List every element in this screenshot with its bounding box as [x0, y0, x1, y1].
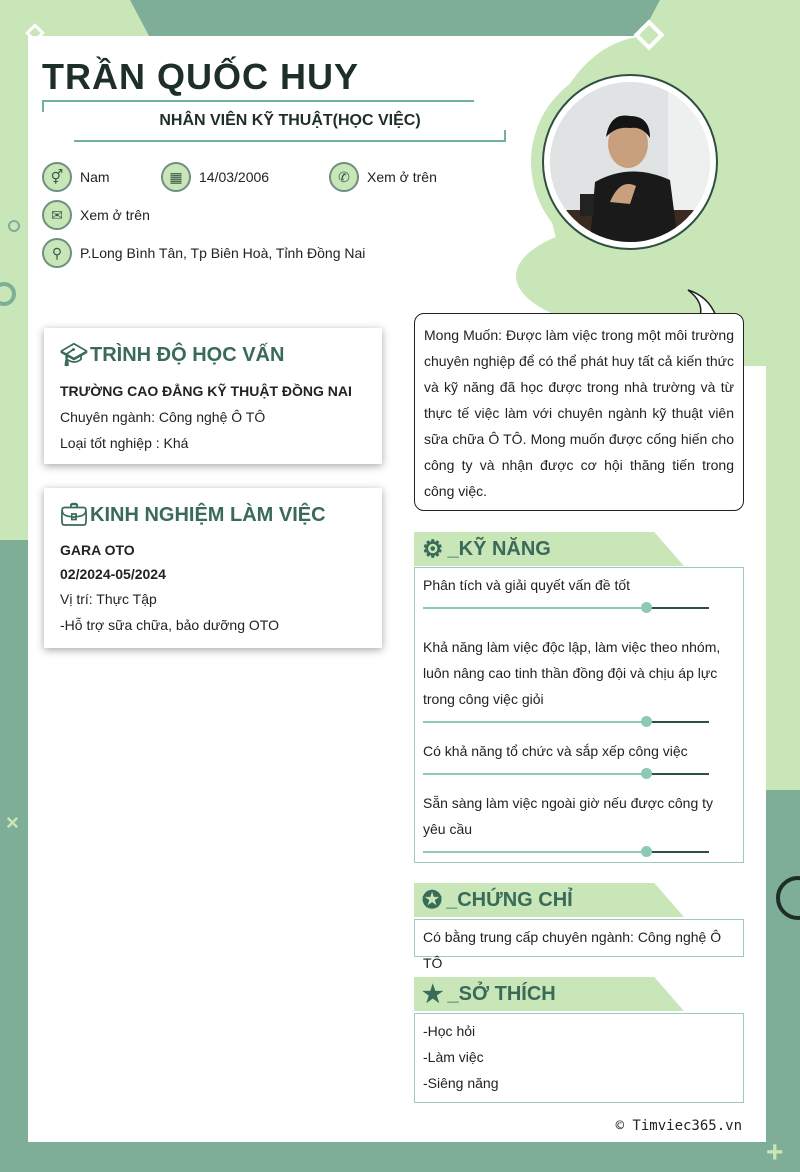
- skill-item: [423, 632, 735, 732]
- gender-icon: ⚥: [42, 162, 72, 192]
- education-title: 🎓︎ TRÌNH ĐỘ HỌC VẤN: [60, 342, 285, 367]
- experience-card: [44, 488, 382, 648]
- gender-value: Nam: [80, 169, 110, 185]
- avatar-photo: [550, 82, 710, 242]
- gear-icon: ⚙: [422, 535, 444, 563]
- education-card: [44, 328, 382, 464]
- company-name: GARA OTO: [60, 542, 135, 558]
- plus-decor: +: [766, 1136, 784, 1169]
- certificate-item: Có bằng trung cấp chuyên ngành: Công nghệ Ô TÔ: [423, 929, 722, 971]
- skill-level-dot: [641, 716, 652, 727]
- skill-level-dot: [641, 602, 652, 613]
- candidate-name: TRẦN QUỐC HUY: [42, 56, 359, 97]
- phone-info: [329, 162, 437, 192]
- career-objective: Mong Muốn: Được làm việc trong một môi trường chuyên nghiệp để có thể phát huy tất cả kiến thức và kỹ năng đã học được trong nhà trường và từ thực tế việc làm với chuyên ngành kỹ thuật viên sữa chữa Ô TÔ. Mong muốn được cống hiến cho công ty và nhận được cơ hội thăng tiến trong công việc.: [414, 313, 744, 511]
- title-line: [74, 130, 506, 142]
- skill-level-dot: [641, 768, 652, 779]
- skill-item: [423, 572, 735, 618]
- work-description: -Hỗ trợ sữa chữa, bảo dưỡng OTO: [60, 617, 279, 633]
- title-line: [42, 100, 474, 112]
- award-ribbon-icon: ✪: [422, 886, 443, 914]
- school-name: TRƯỜNG CAO ĐẲNG KỸ THUẬT ĐỒNG NAI: [60, 383, 352, 399]
- avatar: [542, 74, 718, 250]
- experience-title: 💼︎ KINH NGHIỆM LÀM VIỆC: [60, 502, 326, 527]
- bg-right-band: [766, 790, 800, 1172]
- email-value: Xem ở trên: [80, 207, 150, 223]
- email-icon: ✉: [42, 200, 72, 230]
- skill-label: Sẵn sàng làm việc ngoài giờ nếu được công ty yêu cầu: [423, 795, 714, 837]
- bg-top-band: [130, 0, 660, 40]
- skill-label: Phân tích và giải quyết vấn đề tốt: [423, 577, 631, 593]
- hobby-item: -Siêng năng: [423, 1075, 499, 1091]
- hobby-item: -Làm việc: [423, 1049, 484, 1065]
- address-value: P.Long Bình Tân, Tp Biên Hoà, Tỉnh Đồng Nai: [80, 245, 366, 261]
- phone-icon: ✆: [329, 162, 359, 192]
- grade: Loại tốt nghiệp : Khá: [60, 435, 189, 451]
- dob-value: 14/03/2006: [199, 169, 270, 185]
- gender-info: [42, 162, 110, 192]
- hobbies-header: ★ _SỞ THÍCH: [414, 977, 684, 1011]
- location-pin-icon: ⚲: [42, 238, 72, 268]
- email-info: [42, 200, 150, 230]
- bg-bottom-band: [0, 1140, 800, 1172]
- graduation-cap-icon: 🎓︎: [60, 342, 88, 367]
- skill-level-bar: [423, 598, 735, 618]
- job-title: NHÂN VIÊN KỸ THUẬT(HỌC VIỆC): [159, 112, 421, 129]
- hobbies-box: [414, 1013, 744, 1103]
- skills-header: ⚙ _KỸ NĂNG: [414, 532, 684, 566]
- skill-item: [423, 790, 735, 862]
- certificates-header: ✪ _CHỨNG CHỈ: [414, 883, 684, 917]
- copyright: © Timviec365.vn: [615, 1118, 742, 1134]
- address-info: [42, 238, 365, 268]
- circle-decor: [0, 282, 16, 306]
- skill-label: Có khả năng tổ chức và sắp xếp công việc: [423, 743, 688, 759]
- skill-item: [423, 738, 735, 784]
- skill-level-bar: [423, 842, 735, 862]
- star-icon: ★: [422, 980, 444, 1008]
- cross-decor: ×: [6, 810, 19, 835]
- cv-page: [28, 36, 766, 1142]
- work-period: 02/2024-05/2024: [60, 566, 166, 582]
- skill-level-bar: [423, 712, 735, 732]
- skill-label: Khả năng làm việc độc lập, làm việc theo nhóm, luôn nâng cao tinh thần đồng đội và chịu áp lực trong công việc giỏi: [423, 639, 721, 707]
- skills-box: [414, 567, 744, 863]
- briefcase-icon: 💼︎: [60, 502, 88, 527]
- major: Chuyên ngành: Công nghệ Ô TÔ: [60, 409, 266, 425]
- dob-info: [161, 162, 269, 192]
- calendar-icon: ▦: [161, 162, 191, 192]
- skill-level-bar: [423, 764, 735, 784]
- work-position: Vị trí: Thực Tập: [60, 591, 157, 607]
- circle-decor: [8, 220, 20, 232]
- skill-level-dot: [641, 846, 652, 857]
- phone-value: Xem ở trên: [367, 169, 437, 185]
- hobby-item: -Học hỏi: [423, 1023, 476, 1039]
- certificates-box: [414, 919, 744, 971]
